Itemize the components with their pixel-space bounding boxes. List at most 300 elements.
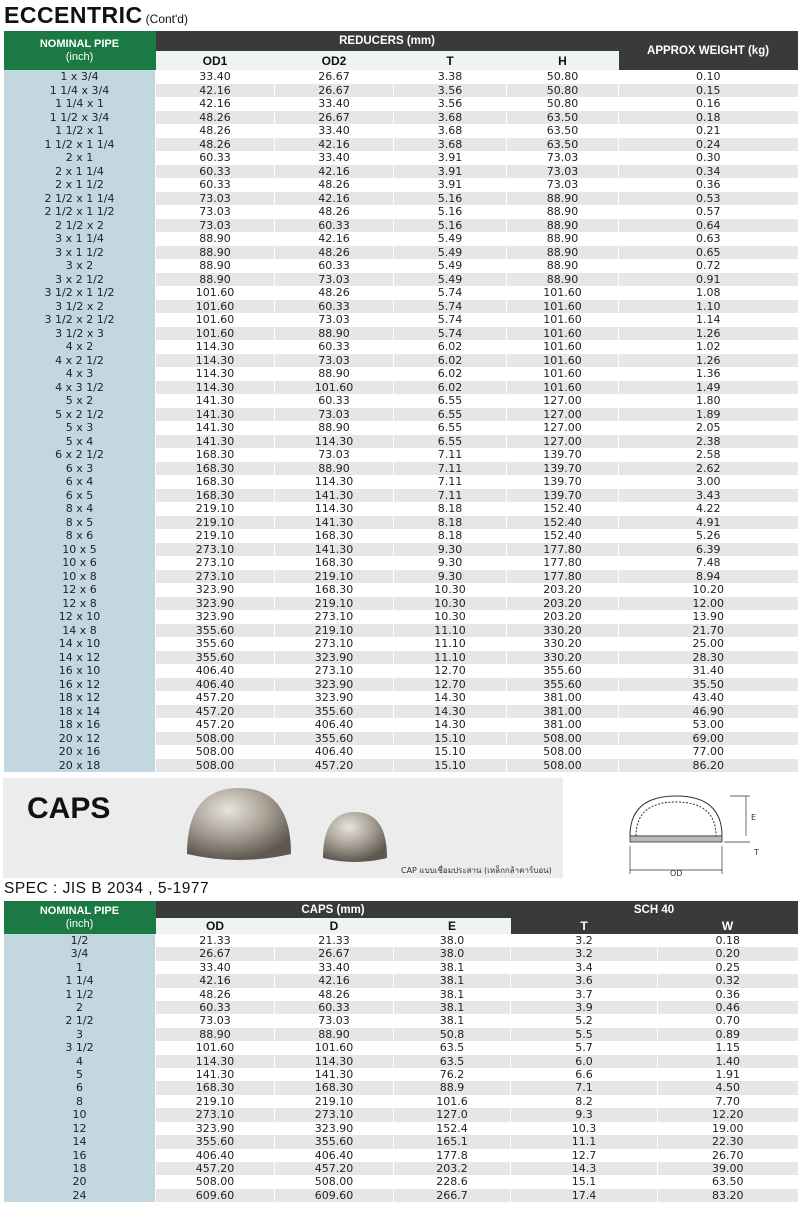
table-row: [4, 1162, 798, 1175]
section-subtitle: (Cont'd): [145, 12, 188, 26]
value-cell: 7.48: [619, 556, 798, 570]
value-cell: 6.02: [394, 381, 507, 395]
nominal-size-cell: 4: [4, 1055, 156, 1068]
value-cell: 355.60: [275, 1135, 394, 1148]
value-cell: 76.2: [394, 1068, 511, 1081]
value-cell: 3.9: [511, 1001, 658, 1014]
value-cell: 26.70: [658, 1149, 798, 1162]
value-cell: 69.00: [619, 732, 798, 746]
value-cell: 0.65: [619, 246, 798, 260]
value-cell: 1.10: [619, 300, 798, 314]
value-cell: 10.20: [619, 583, 798, 597]
value-cell: 0.15: [619, 84, 798, 98]
table-row: [4, 597, 798, 611]
sch40-header: SCH 40: [511, 901, 798, 918]
value-cell: 0.18: [619, 111, 798, 125]
table-row: [4, 354, 798, 368]
value-cell: 5.49: [394, 246, 507, 260]
value-cell: 11.10: [394, 624, 507, 638]
table-row: [4, 745, 798, 759]
value-cell: 203.20: [507, 583, 619, 597]
nominal-size-cell: 1 1/2 x 3/4: [4, 111, 156, 125]
table-row: [4, 718, 798, 732]
value-cell: 203.2: [394, 1162, 511, 1175]
value-cell: 5.16: [394, 205, 507, 219]
nominal-size-cell: 6 x 5: [4, 489, 156, 503]
value-cell: 38.0: [394, 947, 511, 960]
value-cell: 141.30: [275, 516, 394, 530]
value-cell: 48.26: [156, 111, 275, 125]
value-cell: 457.20: [275, 1162, 394, 1175]
table-row: [4, 489, 798, 503]
nominal-size-cell: 3 x 2 1/2: [4, 273, 156, 287]
nominal-pipe-header: [4, 31, 156, 70]
value-cell: 60.33: [275, 340, 394, 354]
table-row: [4, 394, 798, 408]
value-cell: 4.50: [658, 1081, 798, 1094]
nominal-size-cell: 14 x 8: [4, 624, 156, 638]
table-row: [4, 340, 798, 354]
value-cell: 48.26: [275, 246, 394, 260]
nominal-size-cell: 10 x 8: [4, 570, 156, 584]
value-cell: 73.03: [507, 178, 619, 192]
value-cell: 323.90: [156, 610, 275, 624]
value-cell: 2.62: [619, 462, 798, 476]
value-cell: 457.20: [156, 718, 275, 732]
value-cell: 127.0: [394, 1108, 511, 1121]
value-cell: 1.26: [619, 327, 798, 341]
value-cell: 101.60: [507, 313, 619, 327]
nominal-size-cell: 5: [4, 1068, 156, 1081]
nominal-size-cell: 12 x 6: [4, 583, 156, 597]
value-cell: 1.91: [658, 1068, 798, 1081]
table-row: [4, 947, 798, 960]
value-cell: 101.60: [507, 340, 619, 354]
nominal-size-cell: 3/4: [4, 947, 156, 960]
value-cell: 73.03: [275, 448, 394, 462]
nominal-size-cell: 10 x 5: [4, 543, 156, 557]
value-cell: 11.10: [394, 651, 507, 665]
value-cell: 88.90: [507, 246, 619, 260]
small-cap-image: [323, 812, 387, 862]
value-cell: 48.26: [156, 988, 275, 1001]
value-cell: 73.03: [275, 1014, 394, 1027]
nominal-size-cell: 2 x 1 1/4: [4, 165, 156, 179]
caps-w-header: W: [658, 918, 798, 934]
value-cell: 1.36: [619, 367, 798, 381]
value-cell: 114.30: [156, 354, 275, 368]
value-cell: 42.16: [156, 974, 275, 987]
nominal-size-cell: 1: [4, 961, 156, 974]
value-cell: 42.16: [275, 974, 394, 987]
value-cell: 10.3: [511, 1122, 658, 1135]
table-row: [4, 313, 798, 327]
value-cell: 5.49: [394, 259, 507, 273]
value-cell: 141.30: [275, 1068, 394, 1081]
value-cell: 141.30: [275, 489, 394, 503]
nominal-size-cell: 12: [4, 1122, 156, 1135]
value-cell: 609.60: [156, 1189, 275, 1202]
value-cell: 73.03: [507, 151, 619, 165]
nominal-size-cell: 2 1/2: [4, 1014, 156, 1027]
table-row: [4, 691, 798, 705]
table-row: [4, 192, 798, 206]
t-header: T: [394, 51, 507, 70]
value-cell: 3.68: [394, 138, 507, 152]
value-cell: 21.70: [619, 624, 798, 638]
table-row: [4, 205, 798, 219]
value-cell: 177.8: [394, 1149, 511, 1162]
value-cell: 50.80: [507, 84, 619, 98]
value-cell: 168.30: [156, 489, 275, 503]
value-cell: 2.58: [619, 448, 798, 462]
value-cell: 33.40: [156, 70, 275, 84]
value-cell: 15.1: [511, 1175, 658, 1188]
value-cell: 355.60: [507, 664, 619, 678]
value-cell: 273.10: [275, 664, 394, 678]
table-row: [4, 732, 798, 746]
value-cell: 60.33: [275, 300, 394, 314]
value-cell: 63.5: [394, 1041, 511, 1054]
value-cell: 381.00: [507, 718, 619, 732]
value-cell: 0.24: [619, 138, 798, 152]
nominal-pipe-unit: (inch): [65, 50, 94, 63]
value-cell: 88.90: [507, 273, 619, 287]
value-cell: 7.1: [511, 1081, 658, 1094]
value-cell: 323.90: [275, 678, 394, 692]
caps-od-header: OD: [156, 918, 275, 934]
caps-t-header: T: [511, 918, 658, 934]
value-cell: 3.7: [511, 988, 658, 1001]
value-cell: 3.2: [511, 934, 658, 947]
value-cell: 139.70: [507, 462, 619, 476]
value-cell: 406.40: [156, 664, 275, 678]
value-cell: 114.30: [275, 435, 394, 449]
value-cell: 101.60: [275, 381, 394, 395]
value-cell: 168.30: [275, 1081, 394, 1094]
value-cell: 355.60: [156, 624, 275, 638]
caps-nominal-pipe-label: NOMINAL PIPE: [39, 904, 120, 917]
table-row: [4, 556, 798, 570]
table-row: [4, 624, 798, 638]
nominal-size-cell: 2 1/2 x 1 1/4: [4, 192, 156, 206]
value-cell: 5.2: [511, 1014, 658, 1027]
value-cell: 12.20: [658, 1108, 798, 1121]
value-cell: 114.30: [156, 1055, 275, 1068]
value-cell: 6.6: [511, 1068, 658, 1081]
value-cell: 355.60: [275, 705, 394, 719]
value-cell: 0.91: [619, 273, 798, 287]
value-cell: 508.00: [507, 732, 619, 746]
value-cell: 203.20: [507, 610, 619, 624]
value-cell: 42.16: [275, 165, 394, 179]
value-cell: 42.16: [275, 232, 394, 246]
value-cell: 0.21: [619, 124, 798, 138]
value-cell: 12.70: [394, 664, 507, 678]
value-cell: 14.30: [394, 691, 507, 705]
value-cell: 0.32: [658, 974, 798, 987]
value-cell: 6.02: [394, 340, 507, 354]
table-row: [4, 1014, 798, 1027]
value-cell: 273.10: [156, 570, 275, 584]
value-cell: 88.90: [507, 259, 619, 273]
value-cell: 73.03: [156, 192, 275, 206]
od2-header: OD2: [275, 51, 394, 70]
nominal-size-cell: 4 x 2 1/2: [4, 354, 156, 368]
value-cell: 7.11: [394, 462, 507, 476]
caps-table: [3, 901, 798, 1202]
value-cell: 7.11: [394, 448, 507, 462]
table-row: [4, 232, 798, 246]
value-cell: 406.40: [275, 745, 394, 759]
value-cell: 141.30: [156, 421, 275, 435]
value-cell: 63.50: [507, 124, 619, 138]
table-row: [4, 651, 798, 665]
caps-banner: [3, 778, 563, 878]
value-cell: 48.26: [275, 178, 394, 192]
table-row: [4, 988, 798, 1001]
value-cell: 101.60: [507, 300, 619, 314]
value-cell: 1.49: [619, 381, 798, 395]
value-cell: 12.70: [394, 678, 507, 692]
nominal-size-cell: 3 1/2 x 1 1/2: [4, 286, 156, 300]
value-cell: 457.20: [156, 691, 275, 705]
reducers-header: REDUCERS (mm): [156, 31, 619, 51]
value-cell: 228.6: [394, 1175, 511, 1188]
nominal-size-cell: 5 x 2 1/2: [4, 408, 156, 422]
value-cell: 21.33: [275, 934, 394, 947]
value-cell: 38.0: [394, 934, 511, 947]
value-cell: 60.33: [275, 394, 394, 408]
nominal-size-cell: 14 x 10: [4, 637, 156, 651]
value-cell: 219.10: [275, 597, 394, 611]
value-cell: 114.30: [275, 475, 394, 489]
value-cell: 3.56: [394, 97, 507, 111]
value-cell: 48.26: [156, 124, 275, 138]
value-cell: 1.89: [619, 408, 798, 422]
value-cell: 101.60: [275, 1041, 394, 1054]
value-cell: 508.00: [156, 1175, 275, 1188]
value-cell: 8.18: [394, 502, 507, 516]
table-row: [4, 111, 798, 125]
value-cell: 1.15: [658, 1041, 798, 1054]
section-title: ECCENTRIC: [4, 2, 143, 28]
value-cell: 381.00: [507, 705, 619, 719]
value-cell: 73.03: [275, 354, 394, 368]
value-cell: 0.63: [619, 232, 798, 246]
value-cell: 152.4: [394, 1122, 511, 1135]
eccentric-table: [3, 31, 798, 772]
value-cell: 8.94: [619, 570, 798, 584]
value-cell: 73.03: [156, 219, 275, 233]
nominal-size-cell: 1 1/2 x 1 1/4: [4, 138, 156, 152]
value-cell: 141.30: [156, 394, 275, 408]
value-cell: 101.60: [156, 1041, 275, 1054]
value-cell: 1.08: [619, 286, 798, 300]
value-cell: 26.67: [275, 70, 394, 84]
nominal-size-cell: 12 x 8: [4, 597, 156, 611]
value-cell: 38.1: [394, 974, 511, 987]
nominal-size-cell: 16: [4, 1149, 156, 1162]
nominal-size-cell: 2 x 1 1/2: [4, 178, 156, 192]
value-cell: 323.90: [275, 691, 394, 705]
value-cell: 3.56: [394, 84, 507, 98]
nominal-size-cell: 18: [4, 1162, 156, 1175]
value-cell: 33.40: [275, 961, 394, 974]
value-cell: 0.70: [658, 1014, 798, 1027]
nominal-pipe-label: NOMINAL PIPE: [39, 37, 120, 50]
value-cell: 273.10: [275, 610, 394, 624]
value-cell: 14.30: [394, 705, 507, 719]
value-cell: 139.70: [507, 489, 619, 503]
nominal-size-cell: 14 x 12: [4, 651, 156, 665]
caps-d-header: D: [275, 918, 394, 934]
value-cell: 6.02: [394, 367, 507, 381]
value-cell: 457.20: [156, 1162, 275, 1175]
value-cell: 6.55: [394, 421, 507, 435]
value-cell: 177.80: [507, 543, 619, 557]
value-cell: 88.90: [156, 259, 275, 273]
value-cell: 101.60: [156, 300, 275, 314]
value-cell: 60.33: [156, 151, 275, 165]
value-cell: 11.1: [511, 1135, 658, 1148]
table-row: [4, 84, 798, 98]
value-cell: 0.20: [658, 947, 798, 960]
e-label: E: [751, 813, 757, 822]
value-cell: 273.10: [156, 1108, 275, 1121]
value-cell: 15.10: [394, 732, 507, 746]
table-row: [4, 961, 798, 974]
table-row: [4, 529, 798, 543]
table-row: [4, 705, 798, 719]
value-cell: 38.1: [394, 1014, 511, 1027]
value-cell: 39.00: [658, 1162, 798, 1175]
value-cell: 35.50: [619, 678, 798, 692]
value-cell: 5.74: [394, 313, 507, 327]
value-cell: 3.2: [511, 947, 658, 960]
table-row: [4, 664, 798, 678]
nominal-size-cell: 18 x 16: [4, 718, 156, 732]
nominal-size-cell: 20 x 16: [4, 745, 156, 759]
nominal-size-cell: 5 x 2: [4, 394, 156, 408]
value-cell: 273.10: [275, 637, 394, 651]
value-cell: 355.60: [156, 637, 275, 651]
value-cell: 88.90: [275, 327, 394, 341]
table-row: [4, 408, 798, 422]
value-cell: 0.18: [658, 934, 798, 947]
value-cell: 7.11: [394, 489, 507, 503]
value-cell: 22.30: [658, 1135, 798, 1148]
value-cell: 38.1: [394, 988, 511, 1001]
table-row: [4, 151, 798, 165]
value-cell: 219.10: [156, 529, 275, 543]
value-cell: 8.18: [394, 516, 507, 530]
table-row: [4, 246, 798, 260]
value-cell: 0.10: [619, 70, 798, 84]
value-cell: 114.30: [156, 367, 275, 381]
nominal-size-cell: 4 x 2: [4, 340, 156, 354]
nominal-size-cell: 1 1/4: [4, 974, 156, 987]
table-row: [4, 759, 798, 773]
value-cell: 127.00: [507, 394, 619, 408]
value-cell: 25.00: [619, 637, 798, 651]
value-cell: 88.90: [275, 421, 394, 435]
value-cell: 83.20: [658, 1189, 798, 1202]
value-cell: 139.70: [507, 475, 619, 489]
value-cell: 177.80: [507, 556, 619, 570]
table-row: [4, 178, 798, 192]
nominal-size-cell: 4 x 3: [4, 367, 156, 381]
weight-header: APPROX WEIGHT (kg): [619, 31, 798, 70]
value-cell: 15.10: [394, 745, 507, 759]
nominal-size-cell: 8 x 6: [4, 529, 156, 543]
nominal-size-cell: 5 x 4: [4, 435, 156, 449]
value-cell: 323.90: [156, 583, 275, 597]
value-cell: 10.30: [394, 597, 507, 611]
value-cell: 50.8: [394, 1028, 511, 1041]
table-row: [4, 124, 798, 138]
value-cell: 88.9: [394, 1081, 511, 1094]
value-cell: 63.50: [507, 111, 619, 125]
nominal-size-cell: 18 x 12: [4, 691, 156, 705]
nominal-size-cell: 3 1/2 x 2: [4, 300, 156, 314]
value-cell: 355.60: [156, 651, 275, 665]
value-cell: 88.90: [507, 219, 619, 233]
value-cell: 7.11: [394, 475, 507, 489]
value-cell: 457.20: [275, 759, 394, 773]
value-cell: 42.16: [275, 192, 394, 206]
table-row: [4, 1028, 798, 1041]
value-cell: 42.16: [275, 138, 394, 152]
table-row: [4, 543, 798, 557]
nominal-size-cell: 12 x 10: [4, 610, 156, 624]
value-cell: 33.40: [275, 124, 394, 138]
value-cell: 219.10: [275, 1095, 394, 1108]
value-cell: 0.72: [619, 259, 798, 273]
table-row: [4, 516, 798, 530]
table-row: [4, 1041, 798, 1054]
value-cell: 141.30: [156, 408, 275, 422]
value-cell: 28.30: [619, 651, 798, 665]
nominal-size-cell: 2 1/2 x 1 1/2: [4, 205, 156, 219]
value-cell: 19.00: [658, 1122, 798, 1135]
eccentric-title: [4, 2, 188, 29]
value-cell: 8.18: [394, 529, 507, 543]
value-cell: 168.30: [156, 1081, 275, 1094]
table-row: [4, 1055, 798, 1068]
value-cell: 4.91: [619, 516, 798, 530]
value-cell: 323.90: [275, 1122, 394, 1135]
table-row: [4, 259, 798, 273]
value-cell: 457.20: [156, 705, 275, 719]
value-cell: 168.30: [156, 462, 275, 476]
value-cell: 60.33: [156, 178, 275, 192]
value-cell: 139.70: [507, 448, 619, 462]
nominal-size-cell: 2 x 1: [4, 151, 156, 165]
table-row: [4, 1068, 798, 1081]
value-cell: 48.26: [275, 205, 394, 219]
value-cell: 4.22: [619, 502, 798, 516]
caps-spec: SPEC : JIS B 2034 , 5-1977: [4, 880, 210, 897]
value-cell: 0.57: [619, 205, 798, 219]
table-row: [4, 1081, 798, 1094]
value-cell: 88.90: [156, 1028, 275, 1041]
table-row: [4, 70, 798, 84]
value-cell: 1.40: [658, 1055, 798, 1068]
value-cell: 48.26: [275, 286, 394, 300]
nominal-size-cell: 20: [4, 1175, 156, 1188]
nominal-size-cell: 3 1/2 x 3: [4, 327, 156, 341]
